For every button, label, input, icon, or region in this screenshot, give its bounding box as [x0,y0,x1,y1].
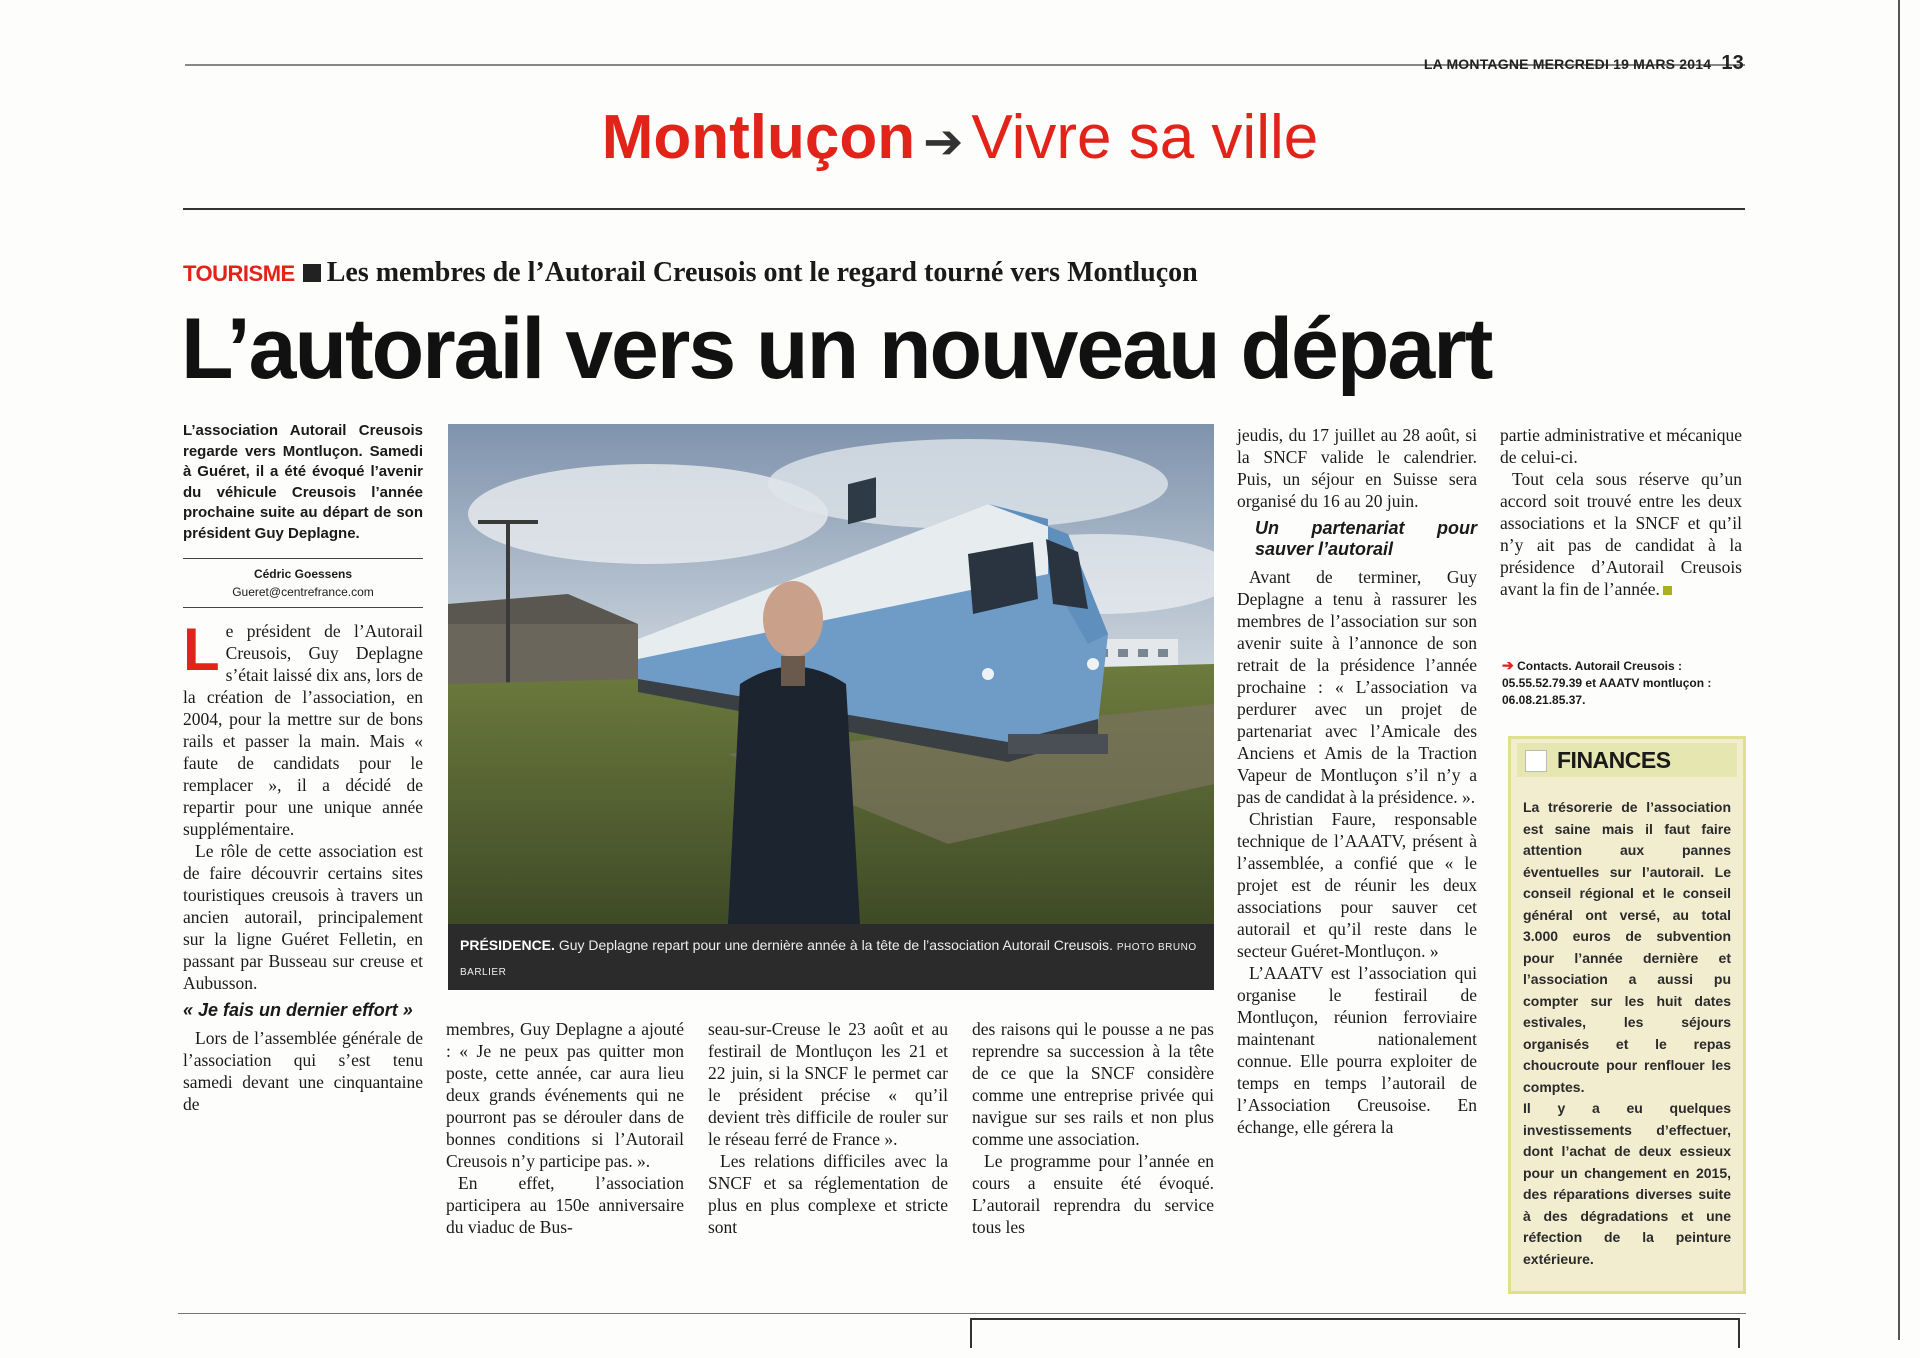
subhead-partenariat: Un partenariat pour sauver l’autorail [1255,518,1477,559]
contacts-arrow-icon: ➔ [1502,657,1514,673]
byline-email[interactable]: Gueret@centrefrance.com [232,585,374,599]
caption-label: PRÉSIDENCE. [460,937,555,953]
train-photo-illustration [448,424,1214,924]
col5-paragraph-4: L’AAATV est l’association qui organise le festirail de Montluçon, réunion ferroviaire maintenant nationalement connue. Elle pourra exploiter de temps en temps l’autorail de l’Association Creusoise. En échange, elle gérera la [1237,963,1477,1137]
kicker [183,257,1198,289]
page-folio [1424,52,1744,75]
bottom-box-right [1738,1318,1740,1348]
page-number: 13 [1721,52,1744,74]
column-6 [1500,424,1742,600]
dropcap: L [183,616,220,683]
finances-title: FINANCES [1557,747,1671,773]
photo-caption [448,924,1214,990]
col2-paragraph-2: En effet, l’association participera au 150e anniversaire du viaduc de Bus- [446,1173,684,1237]
col3-paragraph-1: seau-sur-Creuse le 23 août et au festirail de Montluçon les 21 et 22 juin, si la SNCF le permet car le président précise « qu’il devient très difficile de rouler sur le réseau ferré de France ». [708,1019,948,1149]
col6-paragraph-1: partie administrative et mécanique de celui-ci. [1500,425,1742,467]
paper-name: LA MONTAGNE [1423,56,1529,72]
end-square-icon [1663,586,1672,595]
column-5 [1237,424,1477,1138]
subhead-dernier-effort: « Je fais un dernier effort » [183,1000,413,1020]
col1-paragraph-2: Le rôle de cette association est de faire découvrir certains sites touristiques creusois à travers un ancien autorail, principalement sur la ligne Guéret Felletin, en passant par Busseau sur creuse et Aubusson. [183,841,423,993]
kicker-square-icon [303,264,321,282]
contacts-label: Contacts. [1517,659,1572,673]
bottom-box-top [970,1318,1740,1320]
kicker-tag: TOURISME [183,261,295,286]
col4-paragraph-1: des raisons qui le pousse a ne pas reprendre sa succession à la tête de ce que la SNCF considère comme une entreprise privée qui navigue sur ses rails et non plus comme une association. [972,1019,1214,1149]
col6-paragraph-2 [1500,468,1742,600]
contacts [1502,657,1742,709]
finances-box [1508,736,1746,1294]
col5-paragraph-1: jeudis, du 17 juillet au 28 août, si la SNCF valide le calendrier. Puis, un séjour en Suisse sera organisé du 16 au 20 juin. [1237,425,1477,511]
col1-paragraph-1: e président de l’Autorail Creusois, Guy Deplagne s’était laissé dix ans, lors de la création de l’association, en 2004, pour la mettre sur de bons rails et passer la main. Mais « faute de candidats pour le remplacer », il a décidé de repartir pour une unique année supplémentaire. [183,621,423,839]
section-rule [183,208,1745,210]
finances-paragraph-1: La trésorerie de l’association est saine mais il faut faire attention aux pannes éventuelles sur l’autorail. Le conseil régional et le conseil général ont versé, au total 3.000 euros de subvention pour l’année dernière et l’association a aussi pu compter sur les huit dates estivales, les séjours organisés et le repas choucroute pour renflouer les comptes. [1523,799,1731,1095]
col5-paragraph-3: Christian Faure, responsable technique de l’AAATV, présent à l’assemblée, a confié que « le projet est de réunir les deux associations pour sauver cet autorail et qu’il reste dans le secteur Guéret-Montluçon. » [1237,809,1477,961]
col2-paragraph-1: membres, Guy Deplagne a ajouté : « Je ne peux pas quitter mon poste, cette année, car aura lieu deux grands événements qui ne pourront pas se dérouler dans de bonnes conditions si l’Autorail Creusois n’y participe pas. ». [446,1019,684,1171]
column-2 [446,1018,684,1238]
byline-author: Cédric Goessens [253,567,353,581]
finances-header [1517,743,1737,777]
col1-paragraph-3: Lors de l’assemblée générale de l’association qui s’est tenu samedi devant une cinquantaine de [183,1028,423,1114]
col6-paragraph-2-text: Tout cela sous réserve qu’un accord soit trouvé entre les deux associations et la SNCF et qu’il n’y ait pas de candidat à la présidence d’Autorail Creusois avant la fin de l’année. [1500,469,1742,599]
section-rubric: Vivre sa ville [971,103,1319,172]
finances-body [1523,797,1731,1270]
train-photo [448,424,1214,924]
byline-rule-bottom [183,607,423,608]
byline-rule [183,558,423,559]
column-1 [183,421,423,1115]
kicker-text: Les membres de l’Autorail Creusois ont le regard tourné vers Montluçon [326,257,1198,288]
arrow-icon: ➔ [923,116,964,169]
photo-credit: PHOTO BRUNO BARLIER [460,942,1197,978]
contacts-text: Autorail Creusois : 05.55.52.79.39 et AAATV montluçon : 06.08.21.85.37. [1502,659,1712,707]
col3-paragraph-2: Les relations difficiles avec la SNCF et sa réglementation de plus en plus complexe et stricte sont [708,1151,948,1237]
finances-square-icon [1525,750,1547,772]
byline [183,565,423,601]
right-edge-line [1898,0,1900,1340]
column-3 [708,1018,948,1238]
issue-date: MERCREDI 19 MARS 2014 [1532,56,1712,72]
col5-paragraph-2: Avant de terminer, Guy Deplagne a tenu à rassurer les membres de l’association sur son avenir suite à l’annonce de son retrait de la présidence l’année prochaine : « L’association va perdurer avec un projet de partenariat avec l’Amicale des Anciens et Amis de la Traction Vapeur de Montluçon s’il n’y a pas de candidat à la présidence. ». [1237,567,1477,807]
bottom-rule [178,1313,1746,1314]
finances-paragraph-2: Il y a eu quelques investissements d’effectuer, dont l’achat de deux essieux pour un changement en 2015, des réparations diverses suite à des dégradations et une réfection de la peinture extérieure. [1523,1100,1731,1267]
headline: L’autorail vers un nouveau départ [181,301,1492,397]
caption-text: Guy Deplagne repart pour une dernière année à la tête de l’association Autorail Creusois. [558,937,1113,953]
column-4 [972,1018,1214,1238]
col4-paragraph-2: Le programme pour l’année en cours a ensuite été évoqué. L’autorail reprendra du service tous les [972,1151,1214,1237]
bottom-box-left [970,1318,972,1348]
chapo: L’association Autorail Creusois regarde vers Montluçon. Samedi à Guéret, il a été évoqué l’avenir du véhicule Creusois l’année prochaine suite au départ de son président Guy Deplagne. [183,422,423,542]
section-title [0,102,1920,173]
section-city: Montluçon [601,103,916,172]
